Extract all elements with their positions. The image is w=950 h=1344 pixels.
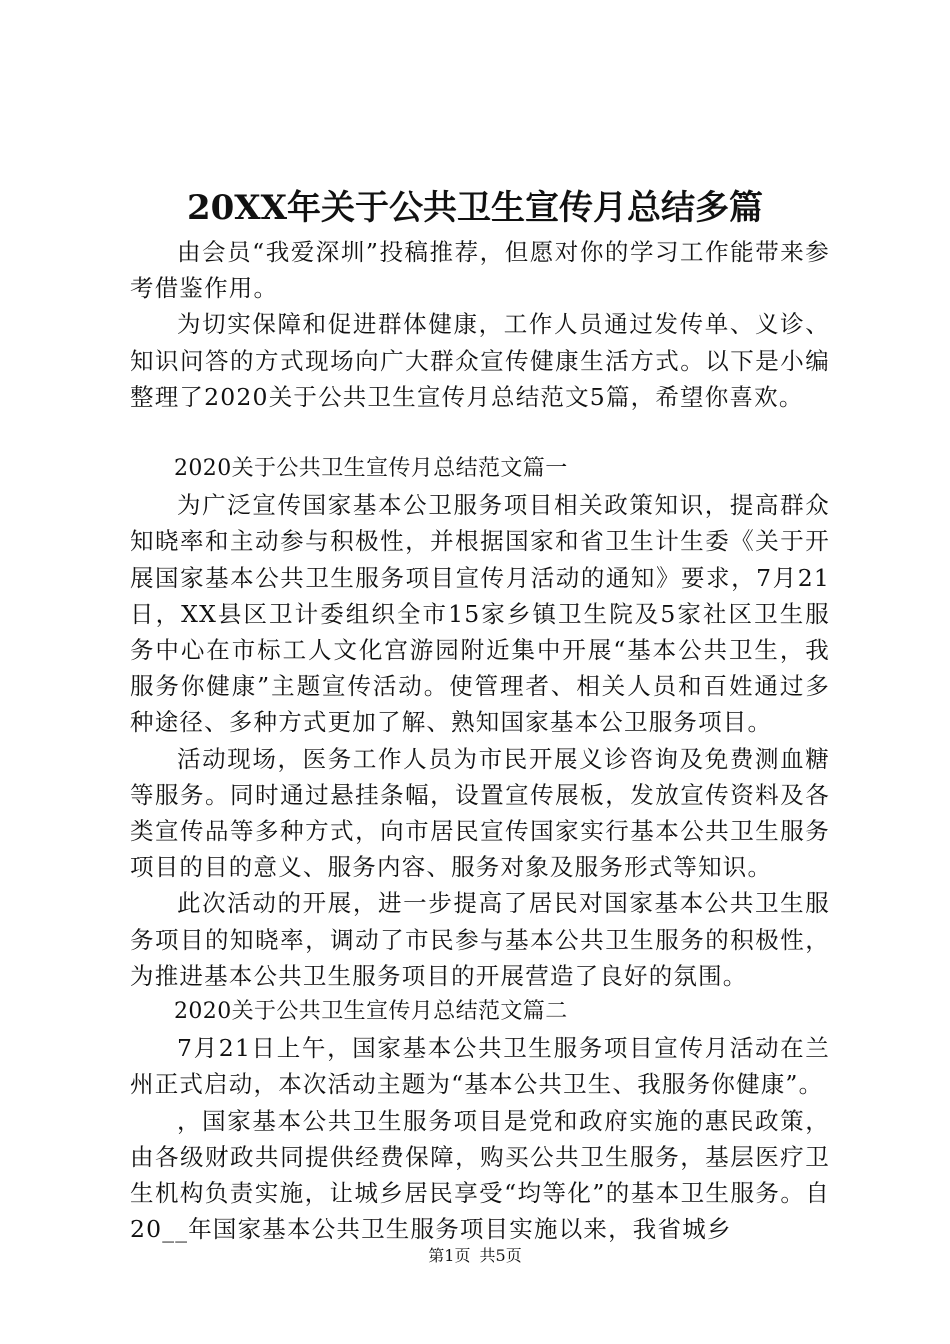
document-title: 20XX年关于公共卫生宣传月总结多篇	[186, 188, 764, 228]
intro-paragraph-1: 由会员“我爱深圳”投稿推荐，但愿对你的学习工作能带来参考借鉴作用。	[130, 238, 830, 303]
intro-paragraph-2: 为切实保障和促进群体健康，工作人员通过发传单、义诊、知识问答的方式现场向广大群众宣传健康生活方式。以下是小编整理了2020关于公共卫生宣传月总结范文5篇，希望你喜欢。	[130, 310, 830, 411]
paragraph-gap	[130, 415, 830, 451]
section-1-heading: 2020关于公共卫生宣传月总结范文篇一	[174, 456, 568, 482]
section-1-paragraph-3: 此次活动的开展，进一步提高了居民对国家基本公共卫生服务项目的知晓率，调动了市民参与基本公共卫生服务的积极性，为推进基本公共卫生服务项目的开展营造了良好的氛围。	[130, 889, 830, 990]
section-2-paragraph-2: ，国家基本公共卫生服务项目是党和政府实施的惠民政策，由各级财政共同提供经费保障，购买公共卫生服务，基层医疗卫生机构负责实施，让城乡居民享受“均等化”的基本卫生服务。自20__年国家基本公共卫生服务项目实施以来，我省城乡	[130, 1106, 830, 1244]
section-2-paragraph-1: 7月21日上午，国家基本公共卫生服务项目宣传月活动在兰州正式启动，本次活动主题为“基本公共卫生、我服务你健康”。	[130, 1034, 830, 1099]
section-1-paragraph-1: 为广泛宣传国家基本公卫服务项目相关政策知识，提高群众知晓率和主动参与积极性，并根据国家和省卫生计生委《关于开展国家基本公共卫生服务项目宣传月活动的通知》要求，7月21日，XX县区卫计委组织全市15家乡镇卫生院及5家社区卫生服务中心在市标工人文化宫游园附近集中开展“基本公共卫生，我服务你健康”主题宣传活动。使管理者、相关人员和百姓通过多种途径、多种方式更加了解、熟知国家基本公卫服务项目。	[130, 491, 830, 737]
section-2-heading: 2020关于公共卫生宣传月总结范文篇二	[174, 999, 568, 1025]
page-footer	[0, 1246, 950, 1266]
section-1-paragraph-2: 活动现场，医务工作人员为市民开展义诊咨询及免费测血糖等服务。同时通过悬挂条幅，设置宣传展板，发放宣传资料及各类宣传品等多种方式，向市居民宣传国家实行基本公共卫生服务项目的目的意义、服务内容、服务对象及服务形式等知识。	[130, 744, 830, 882]
page-number-current: 第1页	[428, 1246, 471, 1265]
document-body	[130, 234, 830, 1247]
page-number-total: 共5页	[479, 1246, 522, 1265]
